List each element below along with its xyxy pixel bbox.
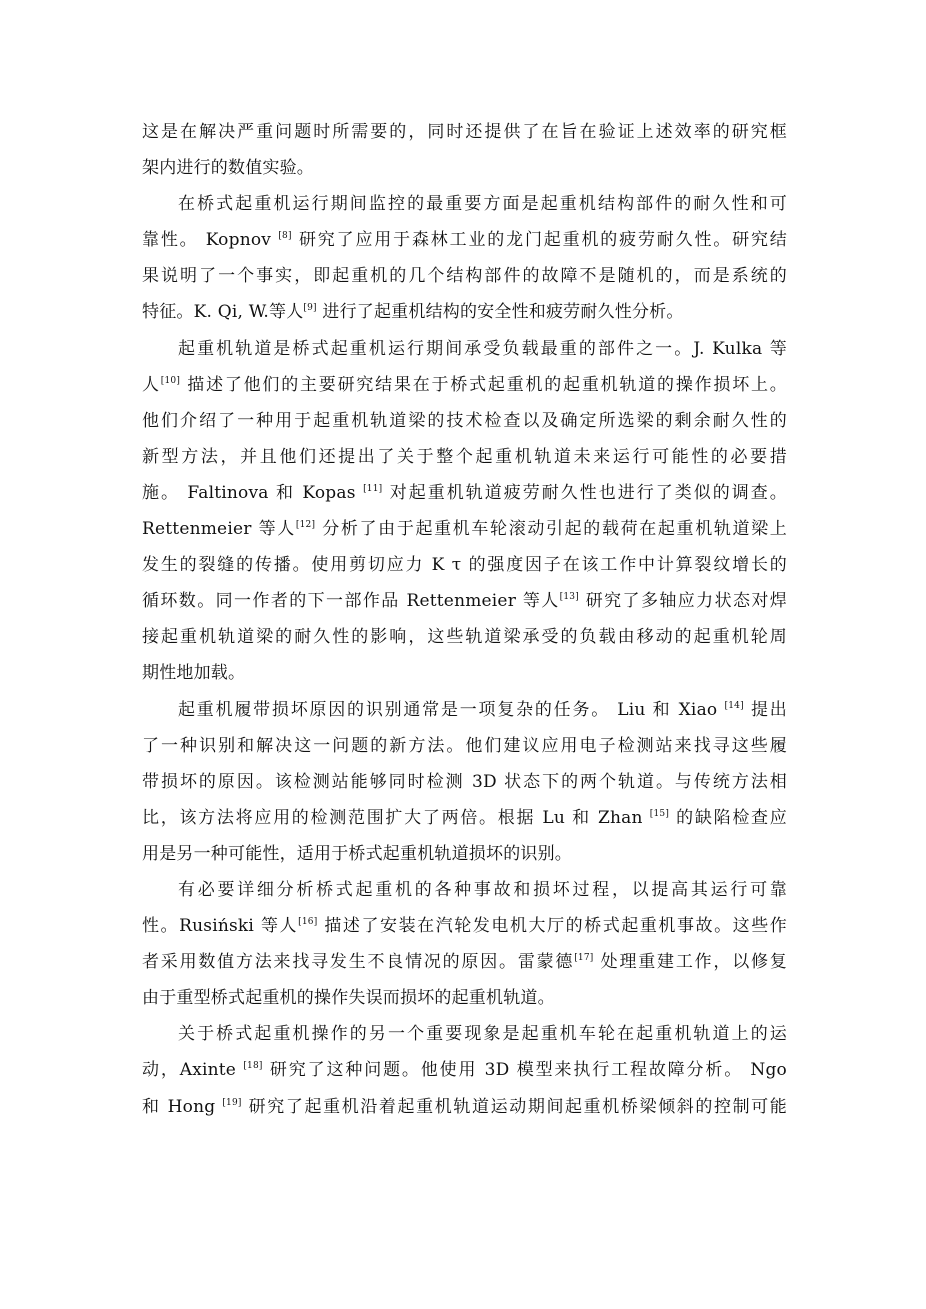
text-line: 性。Rusiński 等人[16] 描述了安装在汽轮发电机大厅的桥式起重机事故。这些作 [142,916,787,937]
text-line: Rettenmeier 等人[12] 分析了由于起重机车轮滚动引起的载荷在起重机轨道梁上 [142,519,787,540]
text-line: 期性地加载。 [142,663,246,684]
citation-marker: [18] [243,1061,263,1072]
text-line: 施。 Faltinova 和 Kopas [11] 对起重机轨道疲劳耐久性也进行了类似的调查。 [142,482,787,503]
citation-marker: [11] [363,483,383,494]
paragraph-first-line: 起重机履带损坏原因的识别通常是一项复杂的任务。 Liu 和 Xiao [14] 提出 [178,699,787,720]
citation-marker: [17] [574,953,594,964]
paragraph-first-line: 在桥式起重机运行期间监控的最重要方面是起重机结构部件的耐久性和可 [178,194,787,215]
citation-marker: [14] [724,700,744,711]
paragraph-first-line: 有必要详细分析桥式起重机的各种事故和损坏过程，以提高其运行可靠 [178,879,787,900]
text-line: 果说明了一个事实，即起重机的几个结构部件的故障不是随机的，而是系统的 [142,266,787,287]
text-line: 循环数。同一作者的下一部作品 Rettenmeier 等人[13] 研究了多轴应力状态对焊 [142,591,787,612]
text-line: 发生的裂缝的传播。使用剪切应力 K τ 的强度因子在该工作中计算裂纹增长的 [142,555,787,576]
text-line: 和 Hong [19] 研究了起重机沿着起重机轨道运动期间起重机桥梁倾斜的控制可能 [142,1096,787,1117]
text-line: 人[10] 描述了他们的主要研究结果在于桥式起重机的起重机轨道的操作损坏上。 [142,374,787,395]
text-line: 比，该方法将应用的检测范围扩大了两倍。根据 Lu 和 Zhan [15] 的缺陷检查应 [142,807,787,828]
citation-marker: [10] [160,375,181,386]
citation-marker: [16] [298,917,318,928]
paragraph-first-line: 起重机轨道是桥式起重机运行期间承受负载最重的部件之一。J. Kulka 等 [178,338,787,359]
text-line: 用是另一种可能性，适用于桥式起重机轨道损坏的识别。 [142,843,572,864]
text-line: 者采用数值方法来找寻发生不良情况的原因。雷蒙德[17] 处理重建工作，以修复 [142,952,787,973]
document-body [142,114,787,1125]
text-line: 动，Axinte [18] 研究了这种问题。他使用 3D 模型来执行工程故障分析。 Ngo [142,1060,787,1081]
text-line: 架内进行的数值实验。 [142,158,314,179]
text-line: 由于重型桥式起重机的操作失误而损坏的起重机轨道。 [142,988,555,1009]
citation-marker: [19] [222,1097,242,1108]
citation-marker: [9] [303,303,317,314]
text-line: 这是在解决严重问题时所需要的，同时还提供了在旨在验证上述效率的研究框 [142,122,787,142]
citation-marker: [13] [559,592,579,603]
citation-marker: [8] [278,231,292,242]
text-line: 靠性。 Kopnov [8] 研究了应用于森林工业的龙门起重机的疲劳耐久性。研究结 [142,230,788,251]
text-line: 特征。K. Qi, W.等人[9] 进行了起重机结构的安全性和疲劳耐久性分析。 [142,302,684,323]
citation-marker: [15] [649,808,670,819]
text-line: 带损坏的原因。该检测站能够同时检测 3D 状态下的两个轨道。与传统方法相 [142,771,787,792]
text-line: 他们介绍了一种用于起重机轨道梁的技术检查以及确定所选梁的剩余耐久性的 [142,410,787,431]
citation-marker: [12] [295,520,316,531]
paragraph-first-line: 关于桥式起重机操作的另一个重要现象是起重机车轮在起重机轨道上的运 [178,1024,787,1045]
text-line: 了一种识别和解决这一问题的新方法。他们建议应用电子检测站来找寻这些履 [142,735,787,756]
text-line: 新型方法，并且他们还提出了关于整个起重机轨道未来运行可能性的必要措 [142,446,787,467]
text-line: 接起重机轨道梁的耐久性的影响，这些轨道梁承受的负载由移动的起重机轮周 [142,627,787,648]
